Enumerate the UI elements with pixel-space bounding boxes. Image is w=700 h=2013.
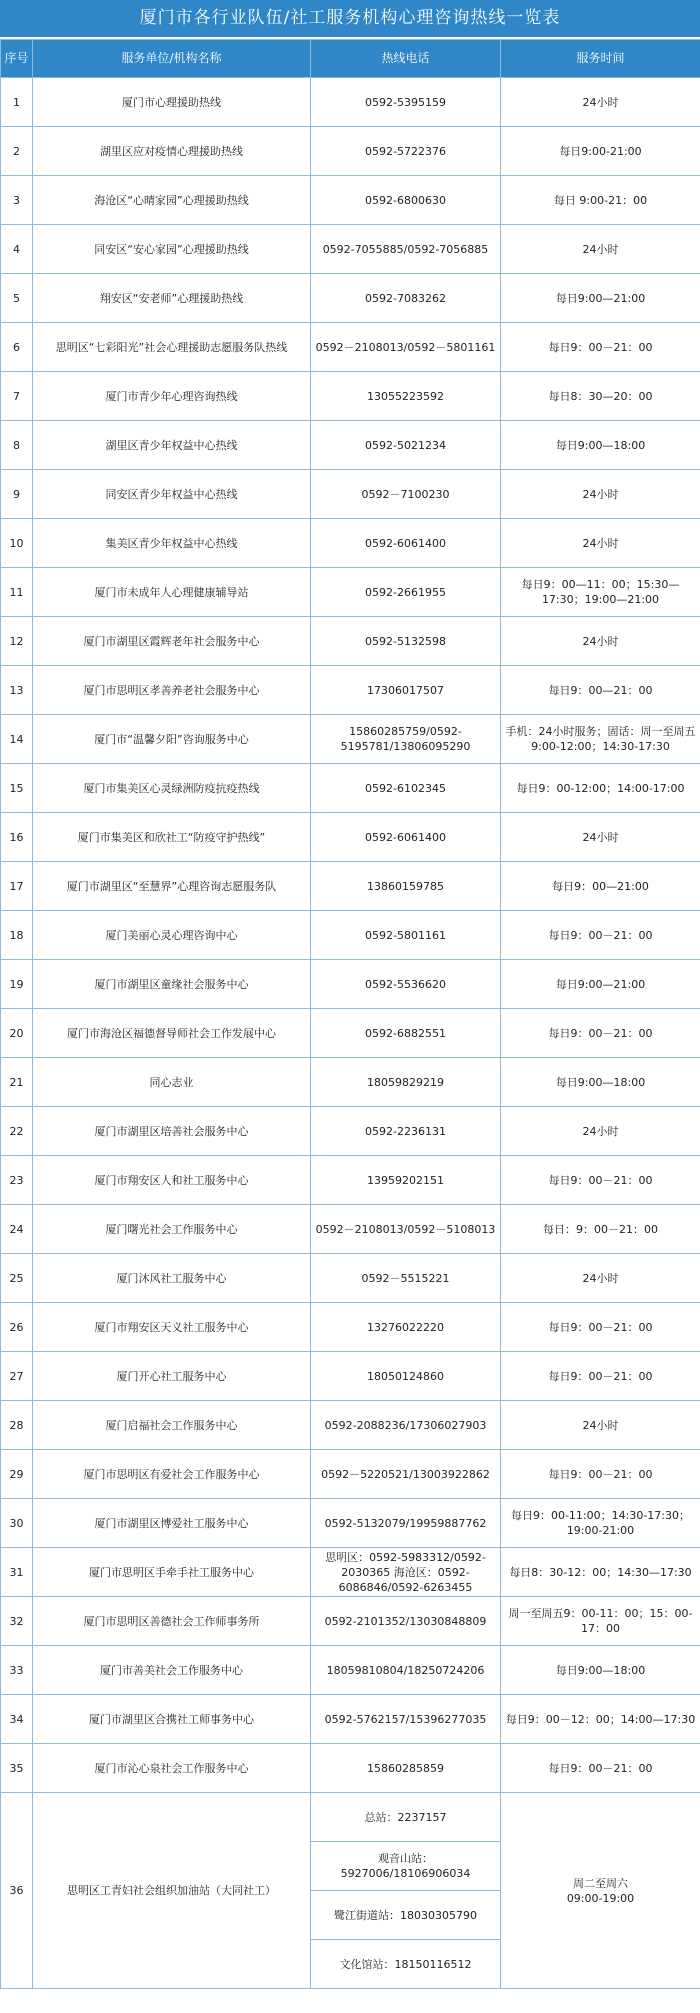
table-row bbox=[1, 127, 700, 176]
hotline-phone: 17306017507 bbox=[311, 666, 501, 715]
table-row bbox=[1, 1107, 700, 1156]
service-time: 24小时 bbox=[501, 1107, 700, 1156]
service-time: 24小时 bbox=[501, 225, 700, 274]
row-number: 20 bbox=[1, 1009, 33, 1058]
service-hours: 09:00-19:00 bbox=[566, 1891, 635, 1905]
service-time: 每日9：00－21：00 bbox=[501, 911, 700, 960]
hotline-phone: 0592-7055885/0592-7056885 bbox=[311, 225, 501, 274]
organization-name: 厦门市青少年心理咨询热线 bbox=[33, 372, 311, 421]
organization-name: 厦门市湖里区童缘社会服务中心 bbox=[33, 960, 311, 1009]
hotline-phone: 0592-6800630 bbox=[311, 176, 501, 225]
row-number: 30 bbox=[1, 1499, 33, 1548]
service-time: 每日9：00－21：00 bbox=[501, 1156, 700, 1205]
row-number: 1 bbox=[1, 78, 33, 127]
hotline-phone: 0592-2101352/13030848809 bbox=[311, 1597, 501, 1646]
hotline-phone: 18059829219 bbox=[311, 1058, 501, 1107]
hotline-phone: 0592－7100230 bbox=[311, 470, 501, 519]
table-row bbox=[1, 1303, 700, 1352]
row-number: 23 bbox=[1, 1156, 33, 1205]
row-number: 8 bbox=[1, 421, 33, 470]
organization-name: 厦门市湖里区培善社会服务中心 bbox=[33, 1107, 311, 1156]
hotline-phone: 0592－2108013/0592－5801161 bbox=[311, 323, 501, 372]
hotline-phone: 0592-6882551 bbox=[311, 1009, 501, 1058]
row-number: 7 bbox=[1, 372, 33, 421]
hotline-phone: 0592-2088236/17306027903 bbox=[311, 1401, 501, 1450]
row-number: 11 bbox=[1, 568, 33, 617]
row-number: 5 bbox=[1, 274, 33, 323]
organization-name: 湖里区应对疫情心理援助热线 bbox=[33, 127, 311, 176]
hotline-phone: 0592－5515221 bbox=[311, 1254, 501, 1303]
organization-name: 厦门市湖里区“至慧界”心理咨询志愿服务队 bbox=[33, 862, 311, 911]
table-row bbox=[1, 911, 700, 960]
row-number: 31 bbox=[1, 1548, 33, 1597]
organization-name: 厦门市思明区手牵手社工服务中心 bbox=[33, 1548, 311, 1597]
hotline-phone: 13276022220 bbox=[311, 1303, 501, 1352]
row-number: 4 bbox=[1, 225, 33, 274]
hotline-phone: 0592-6061400 bbox=[311, 813, 501, 862]
row-number: 25 bbox=[1, 1254, 33, 1303]
table-row bbox=[1, 274, 700, 323]
table-row bbox=[1, 1548, 700, 1597]
organization-name: 海沧区“心晴家园”心理援助热线 bbox=[33, 176, 311, 225]
service-time: 每日9：00－21：00 bbox=[501, 1352, 700, 1401]
service-time: 每日9：00-12:00；14:00-17:00 bbox=[501, 764, 700, 813]
service-time: 每日9:00—18:00 bbox=[501, 1646, 700, 1695]
service-time: 每日9：00—21：00 bbox=[501, 666, 700, 715]
row-number: 2 bbox=[1, 127, 33, 176]
hotline-phone: 0592-5801161 bbox=[311, 911, 501, 960]
organization-name: 湖里区青少年权益中心热线 bbox=[33, 421, 311, 470]
column-header-no: 序号 bbox=[1, 40, 33, 78]
service-time: 每日9:00—18:00 bbox=[501, 421, 700, 470]
hotline-phone: 思明区：0592-5983312/0592-2030365 海沧区：0592-6086846/0592-6263455 bbox=[311, 1548, 501, 1597]
hotline-phone: 0592-5132079/19959887762 bbox=[311, 1499, 501, 1548]
organization-name: 厦门市集美区心灵绿洲防疫抗疫热线 bbox=[33, 764, 311, 813]
row-number: 35 bbox=[1, 1744, 33, 1793]
service-time: 24小时 bbox=[501, 519, 700, 568]
table-row bbox=[1, 715, 700, 764]
service-time: 每日9：00—21:00 bbox=[501, 862, 700, 911]
header-row bbox=[1, 40, 700, 78]
service-time: 每日9：00－21：00 bbox=[501, 1450, 700, 1499]
row-number: 34 bbox=[1, 1695, 33, 1744]
row-number: 6 bbox=[1, 323, 33, 372]
row-number: 18 bbox=[1, 911, 33, 960]
table-row bbox=[1, 568, 700, 617]
row-number: 10 bbox=[1, 519, 33, 568]
service-time: 周一至周五9：00-11：00；15：00-17：00 bbox=[501, 1597, 700, 1646]
table-row bbox=[1, 813, 700, 862]
hotline-phone: 0592-2236131 bbox=[311, 1107, 501, 1156]
service-days: 周二至周六 bbox=[573, 1876, 628, 1890]
hotline-phone: 0592-5762157/15396277035 bbox=[311, 1695, 501, 1744]
station-contact: 文化馆站：18150116512 bbox=[311, 1940, 501, 1989]
organization-name: 厦门市思明区孝善养老社会服务中心 bbox=[33, 666, 311, 715]
row-number: 27 bbox=[1, 1352, 33, 1401]
organization-name: 思明区“七彩阳光”社会心理援助志愿服务队热线 bbox=[33, 323, 311, 372]
service-time: 24小时 bbox=[501, 470, 700, 519]
hotline-phone: 0592-5132598 bbox=[311, 617, 501, 666]
table-row bbox=[1, 323, 700, 372]
row-number: 28 bbox=[1, 1401, 33, 1450]
table-row bbox=[1, 1744, 700, 1793]
row-number: 24 bbox=[1, 1205, 33, 1254]
hotline-phone: 0592-5722376 bbox=[311, 127, 501, 176]
service-time: 每日9:00-21:00 bbox=[501, 127, 700, 176]
service-time: 24小时 bbox=[501, 78, 700, 127]
organization-name: 厦门市湖里区合携社工师事务中心 bbox=[33, 1695, 311, 1744]
row-number: 3 bbox=[1, 176, 33, 225]
row-number: 26 bbox=[1, 1303, 33, 1352]
station-contact: 观音山站：5927006/18106906034 bbox=[311, 1842, 501, 1891]
station-contact: 鹭江街道站：18030305790 bbox=[311, 1891, 501, 1940]
column-header-time: 服务时间 bbox=[501, 40, 700, 78]
hotline-phone: 0592-5536620 bbox=[311, 960, 501, 1009]
service-time: 每日9:00—21:00 bbox=[501, 274, 700, 323]
table-row bbox=[1, 862, 700, 911]
table-row bbox=[1, 1450, 700, 1499]
organization-name: 厦门市翔安区天义社工服务中心 bbox=[33, 1303, 311, 1352]
organization-name: 厦门市思明区善德社会工作师事务所 bbox=[33, 1597, 311, 1646]
organization-name: 厦门市海沧区福德督导师社会工作发展中心 bbox=[33, 1009, 311, 1058]
hotline-phone: 0592-5395159 bbox=[311, 78, 501, 127]
table-body bbox=[1, 78, 700, 1989]
service-time: 每日：9：00－21：00 bbox=[501, 1205, 700, 1254]
table-row bbox=[1, 1254, 700, 1303]
service-time: 每日9：00-11:00；14:30-17:30；19:00-21:00 bbox=[501, 1499, 700, 1548]
service-time: 24小时 bbox=[501, 1401, 700, 1450]
hotline-phone: 0592-5021234 bbox=[311, 421, 501, 470]
table-row bbox=[1, 1646, 700, 1695]
table-row bbox=[1, 1401, 700, 1450]
organization-name: 厦门市翔安区人和社工服务中心 bbox=[33, 1156, 311, 1205]
row-number: 16 bbox=[1, 813, 33, 862]
hotline-table bbox=[0, 39, 700, 1989]
table-row bbox=[1, 1205, 700, 1254]
hotline-phone: 0592-2661955 bbox=[311, 568, 501, 617]
organization-name: 厦门市湖里区霞辉老年社会服务中心 bbox=[33, 617, 311, 666]
service-time: 24小时 bbox=[501, 813, 700, 862]
hotline-phone: 15860285759/0592-5195781/13806095290 bbox=[311, 715, 501, 764]
service-time: 每日9：00－21：00 bbox=[501, 1009, 700, 1058]
organization-name: 思明区工青妇社会组织加油站（大同社工） bbox=[33, 1793, 311, 1989]
service-time: 每日8：30—20：00 bbox=[501, 372, 700, 421]
table-row bbox=[1, 470, 700, 519]
table-row bbox=[1, 225, 700, 274]
hotline-phone: 13860159785 bbox=[311, 862, 501, 911]
column-header-phone: 热线电话 bbox=[311, 40, 501, 78]
table-row-36 bbox=[1, 1793, 700, 1842]
hotline-phone: 0592-7083262 bbox=[311, 274, 501, 323]
organization-name: 集美区青少年权益中心热线 bbox=[33, 519, 311, 568]
service-time bbox=[501, 1793, 700, 1989]
organization-name: 厦门市未成年人心理健康辅导站 bbox=[33, 568, 311, 617]
organization-name: 厦门启福社会工作服务中心 bbox=[33, 1401, 311, 1450]
row-number: 9 bbox=[1, 470, 33, 519]
hotline-phone: 0592－5220521/13003922862 bbox=[311, 1450, 501, 1499]
row-number: 17 bbox=[1, 862, 33, 911]
hotline-phone: 0592-6102345 bbox=[311, 764, 501, 813]
organization-name: 厦门市思明区有爱社会工作服务中心 bbox=[33, 1450, 311, 1499]
row-number: 33 bbox=[1, 1646, 33, 1695]
service-time: 每日9:00—21:00 bbox=[501, 960, 700, 1009]
table-row bbox=[1, 666, 700, 715]
table-row bbox=[1, 519, 700, 568]
service-time: 每日9：00－21：00 bbox=[501, 323, 700, 372]
table-row bbox=[1, 176, 700, 225]
organization-name: 厦门市心理援助热线 bbox=[33, 78, 311, 127]
table-title: 厦门市各行业队伍/社工服务机构心理咨询热线一览表 bbox=[0, 0, 700, 39]
table-row bbox=[1, 1597, 700, 1646]
service-time: 每日9:00—18:00 bbox=[501, 1058, 700, 1107]
table-row bbox=[1, 617, 700, 666]
station-contact: 总站：2237157 bbox=[311, 1793, 501, 1842]
row-number: 32 bbox=[1, 1597, 33, 1646]
service-time: 24小时 bbox=[501, 1254, 700, 1303]
organization-name: 厦门市沁心泉社会工作服务中心 bbox=[33, 1744, 311, 1793]
table-row bbox=[1, 960, 700, 1009]
table-row bbox=[1, 1058, 700, 1107]
table-row bbox=[1, 1695, 700, 1744]
service-time: 24小时 bbox=[501, 617, 700, 666]
row-number: 21 bbox=[1, 1058, 33, 1107]
organization-name: 厦门市湖里区博爱社工服务中心 bbox=[33, 1499, 311, 1548]
table-row bbox=[1, 421, 700, 470]
table-row bbox=[1, 78, 700, 127]
organization-name: 厦门市善美社会工作服务中心 bbox=[33, 1646, 311, 1695]
row-number: 15 bbox=[1, 764, 33, 813]
table-row bbox=[1, 764, 700, 813]
service-time: 每日9：00—11：00；15:30—17:30；19:00—21:00 bbox=[501, 568, 700, 617]
organization-name: 厦门市“温馨夕阳”咨询服务中心 bbox=[33, 715, 311, 764]
organization-name: 厦门开心社工服务中心 bbox=[33, 1352, 311, 1401]
column-header-name: 服务单位/机构名称 bbox=[33, 40, 311, 78]
hotline-phone: 13959202151 bbox=[311, 1156, 501, 1205]
hotline-phone: 0592－2108013/0592－5108013 bbox=[311, 1205, 501, 1254]
hotline-phone: 13055223592 bbox=[311, 372, 501, 421]
row-number: 29 bbox=[1, 1450, 33, 1499]
hotline-phone: 18059810804/18250724206 bbox=[311, 1646, 501, 1695]
table-row bbox=[1, 1499, 700, 1548]
organization-name: 翔安区“安老师”心理援助热线 bbox=[33, 274, 311, 323]
organization-name: 同安区“安心家园”心理援助热线 bbox=[33, 225, 311, 274]
hotline-phone: 15860285859 bbox=[311, 1744, 501, 1793]
organization-name: 厦门市集美区和欣社工“防疫守护热线” bbox=[33, 813, 311, 862]
organization-name: 同安区青少年权益中心热线 bbox=[33, 470, 311, 519]
table-row bbox=[1, 1009, 700, 1058]
service-time: 每日8：30-12：00；14:30—17:30 bbox=[501, 1548, 700, 1597]
row-number: 12 bbox=[1, 617, 33, 666]
table-row bbox=[1, 1352, 700, 1401]
organization-name: 同心志业 bbox=[33, 1058, 311, 1107]
table-row bbox=[1, 1156, 700, 1205]
service-time: 每日 9:00-21：00 bbox=[501, 176, 700, 225]
table-row bbox=[1, 372, 700, 421]
organization-name: 厦门沐风社工服务中心 bbox=[33, 1254, 311, 1303]
service-time: 每日9：00－12：00；14:00—17:30 bbox=[501, 1695, 700, 1744]
organization-name: 厦门美丽心灵心理咨询中心 bbox=[33, 911, 311, 960]
row-number: 36 bbox=[1, 1793, 33, 1989]
row-number: 13 bbox=[1, 666, 33, 715]
service-time: 每日9：00－21：00 bbox=[501, 1303, 700, 1352]
service-time: 每日9：00－21：00 bbox=[501, 1744, 700, 1793]
organization-name: 厦门曙光社会工作服务中心 bbox=[33, 1205, 311, 1254]
row-number: 22 bbox=[1, 1107, 33, 1156]
row-number: 14 bbox=[1, 715, 33, 764]
service-time: 手机：24小时服务；固话：周一至周五9:00-12:00；14:30-17:30 bbox=[501, 715, 700, 764]
hotline-phone: 0592-6061400 bbox=[311, 519, 501, 568]
row-number: 19 bbox=[1, 960, 33, 1009]
hotline-phone: 18050124860 bbox=[311, 1352, 501, 1401]
